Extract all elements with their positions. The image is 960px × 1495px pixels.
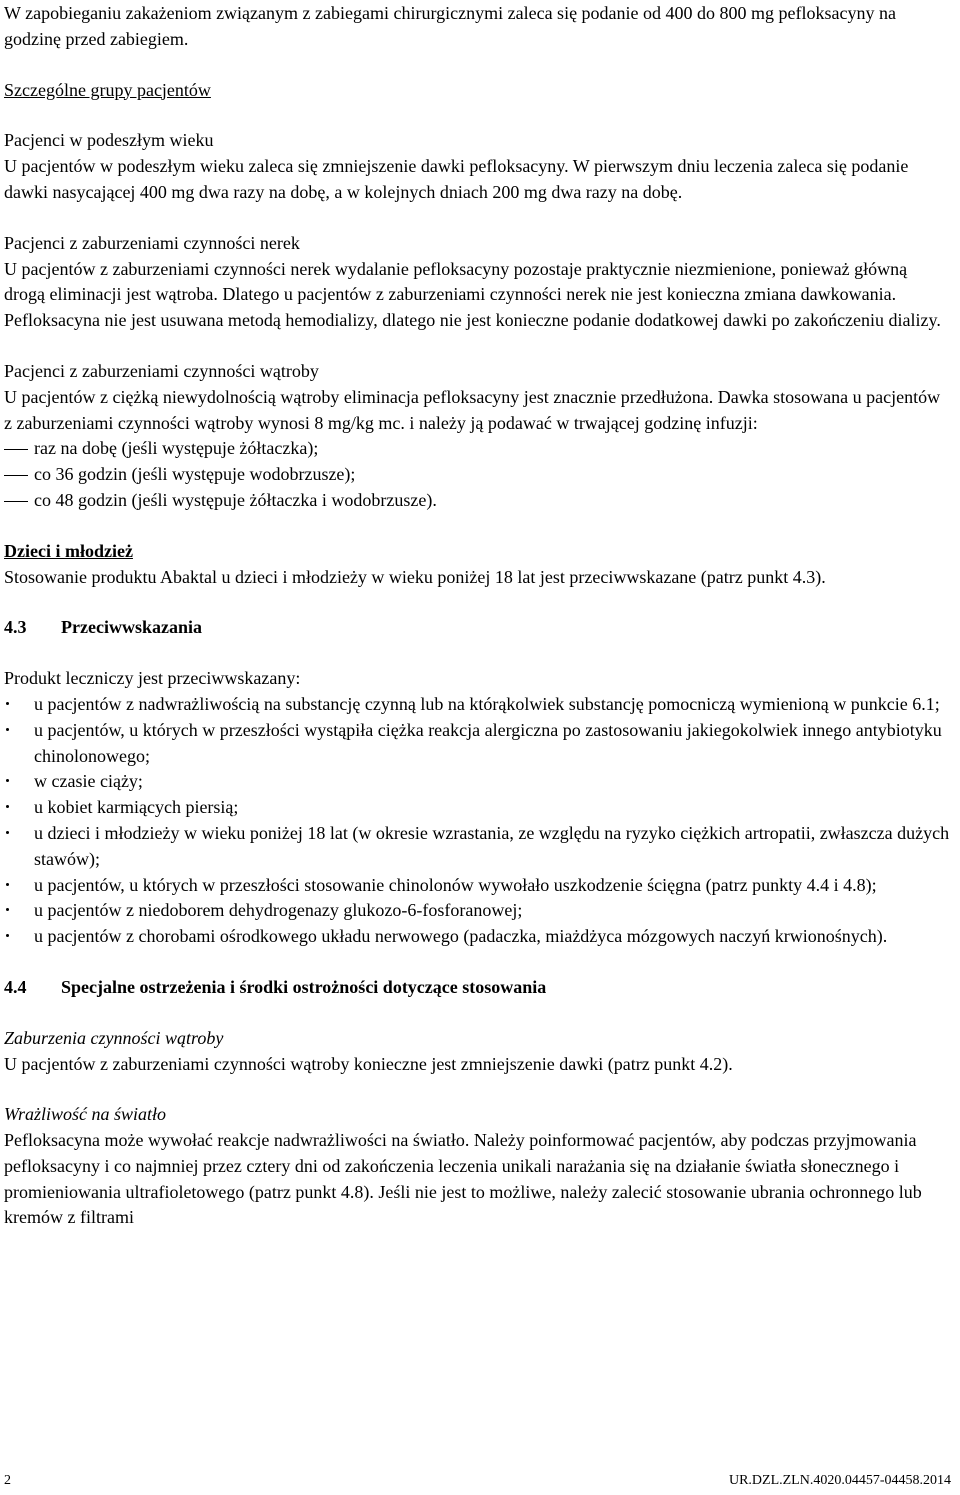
bullet-marker <box>6 728 9 731</box>
list-item: co 48 godzin (jeśli występuje żółtaczka i wodobrzusze). <box>4 488 952 514</box>
light-sensitivity-paragraph: Pefloksacyna może wywołać reakcje nadwrażliwości na światło. Należy poinformować pacjentów, aby podczas przyjmowania pefloksacyny i co najmniej przez cztery dni od zakończenia leczenia unikali narażania się na działanie światła słonecznego i promieniowania ultrafioletowego (patrz punkt 4.8). Jeśli nie jest to możliwe, należy zalecić stosowanie ubrania ochronnego lub kremów z filtrami <box>4 1130 922 1228</box>
list-item: u pacjentów z nadwrażliwością na substancję czynną lub na którąkolwiek substancję pomocniczą wymienioną w punkcie 6.1; <box>4 692 952 718</box>
renal-paragraph-2: Pefloksacyna nie jest usuwana metodą hemodializy, dlatego nie jest konieczne podanie dodatkowej dawki po zakończeniu dializy. <box>4 310 941 331</box>
dash-marker <box>4 501 28 502</box>
renal-paragraph-1: U pacjentów z zaburzeniami czynności nerek wydalanie pefloksacyny pozostaje praktycznie niezmienione, ponieważ główną drogą eliminacji jest wątroba. Dlatego u pacjentów z zaburzeniami czynności nerek nie jest konieczna zmiana dawkowania. <box>4 258 908 305</box>
liver-warning-paragraph: U pacjentów z zaburzeniami czynności wątroby konieczne jest zmniejszenie dawki (patrz punkt 4.2). <box>4 1053 733 1074</box>
section-title: Przeciwwskazania <box>61 617 202 638</box>
renal-heading: Pacjenci z zaburzeniami czynności nerek <box>4 232 300 253</box>
section-4-3-heading <box>4 615 952 641</box>
list-item: u pacjentów, u których w przeszłości wystąpiła ciężka reakcja alergiczna po zastosowaniu jakiegokolwiek innego antybiotyku chinolonowego; <box>4 718 952 770</box>
list-item: w czasie ciąży; <box>4 769 952 795</box>
hepatic-dosing-list <box>4 436 952 513</box>
document-body <box>4 1 952 1231</box>
bullet-marker <box>6 908 9 911</box>
elderly-paragraph: U pacjentów w podeszłym wieku zaleca się zmniejszenie dawki pefloksacyny. W pierwszym dniu leczenia zaleca się podanie dawki nasycającej 400 mg dwa razy na dobę, a w kolejnych dniach 200 mg dwa razy na dobę. <box>4 156 909 202</box>
section-number: 4.3 <box>4 617 27 638</box>
children-paragraph: Stosowanie produktu Abaktal u dzieci i młodzieży w wieku poniżej 18 lat jest przeciwwskazane (patrz punkt 4.3). <box>4 566 826 587</box>
list-item: u pacjentów, u których w przeszłości stosowanie chinolonów wywołało uszkodzenie ścięgna (patrz punkty 4.4 i 4.8); <box>4 873 952 899</box>
list-item: raz na dobę (jeśli występuje żółtaczka); <box>4 436 952 462</box>
list-item: u dzieci i młodzieży w wieku poniżej 18 lat (w okresie wzrastania, ze względu na ryzyko ciężkich artropatii, zwłaszcza dużych stawów); <box>4 821 952 873</box>
bullet-marker <box>6 831 9 834</box>
bullet-marker <box>6 883 9 886</box>
section-4-4-heading <box>4 975 952 1001</box>
bullet-marker <box>6 805 9 808</box>
list-item: u pacjentów z chorobami ośrodkowego układu nerwowego (padaczka, miażdżyca mózgowych naczyń krwionośnych). <box>4 924 952 950</box>
list-item: u pacjentów z niedoborem dehydrogenazy glukozo-6-fosforanowej; <box>4 898 952 924</box>
page-footer <box>4 1472 951 1490</box>
section-title: Specjalne ostrzeżenia i środki ostrożności dotyczące stosowania <box>61 976 547 997</box>
light-sensitivity-heading: Wrażliwość na światło <box>4 1104 167 1125</box>
dash-marker <box>4 475 28 476</box>
children-heading: Dzieci i młodzież <box>4 540 133 561</box>
hepatic-heading: Pacjenci z zaburzeniami czynności wątroby <box>4 360 319 381</box>
list-item: u kobiet karmiących piersią; <box>4 795 952 821</box>
liver-warning-heading: Zaburzenia czynności wątroby <box>4 1027 224 1048</box>
section-number: 4.4 <box>4 976 27 997</box>
list-item: co 36 godzin (jeśli występuje wodobrzusze); <box>4 462 952 488</box>
contraindications-lead: Produkt leczniczy jest przeciwwskazany: <box>4 668 301 689</box>
special-groups-heading: Szczególne grupy pacjentów <box>4 79 211 100</box>
bullet-marker <box>6 779 9 782</box>
bullet-marker <box>6 934 9 937</box>
page-number: 2 <box>4 1473 11 1488</box>
hepatic-paragraph: U pacjentów z ciężką niewydolnością wątroby eliminacja pefloksacyny jest znacznie przedłużona. Dawka stosowana u pacjentów z zaburzeniami czynności wątroby wynosi 8 mg/kg mc. i należy ją podawać w trwającej godzinę infuzji: <box>4 386 941 433</box>
document-code: UR.DZL.ZLN.4020.04457-04458.2014 <box>728 1473 951 1488</box>
bullet-marker <box>6 702 9 705</box>
elderly-heading: Pacjenci w podeszłym wieku <box>4 130 214 151</box>
intro-paragraph: W zapobieganiu zakażeniom związanym z zabiegami chirurgicznymi zaleca się podanie od 400 do 800 mg pefloksacyny na godzinę przed zabiegiem. <box>4 3 896 49</box>
dash-marker <box>4 449 28 450</box>
contraindications-list <box>4 692 952 950</box>
